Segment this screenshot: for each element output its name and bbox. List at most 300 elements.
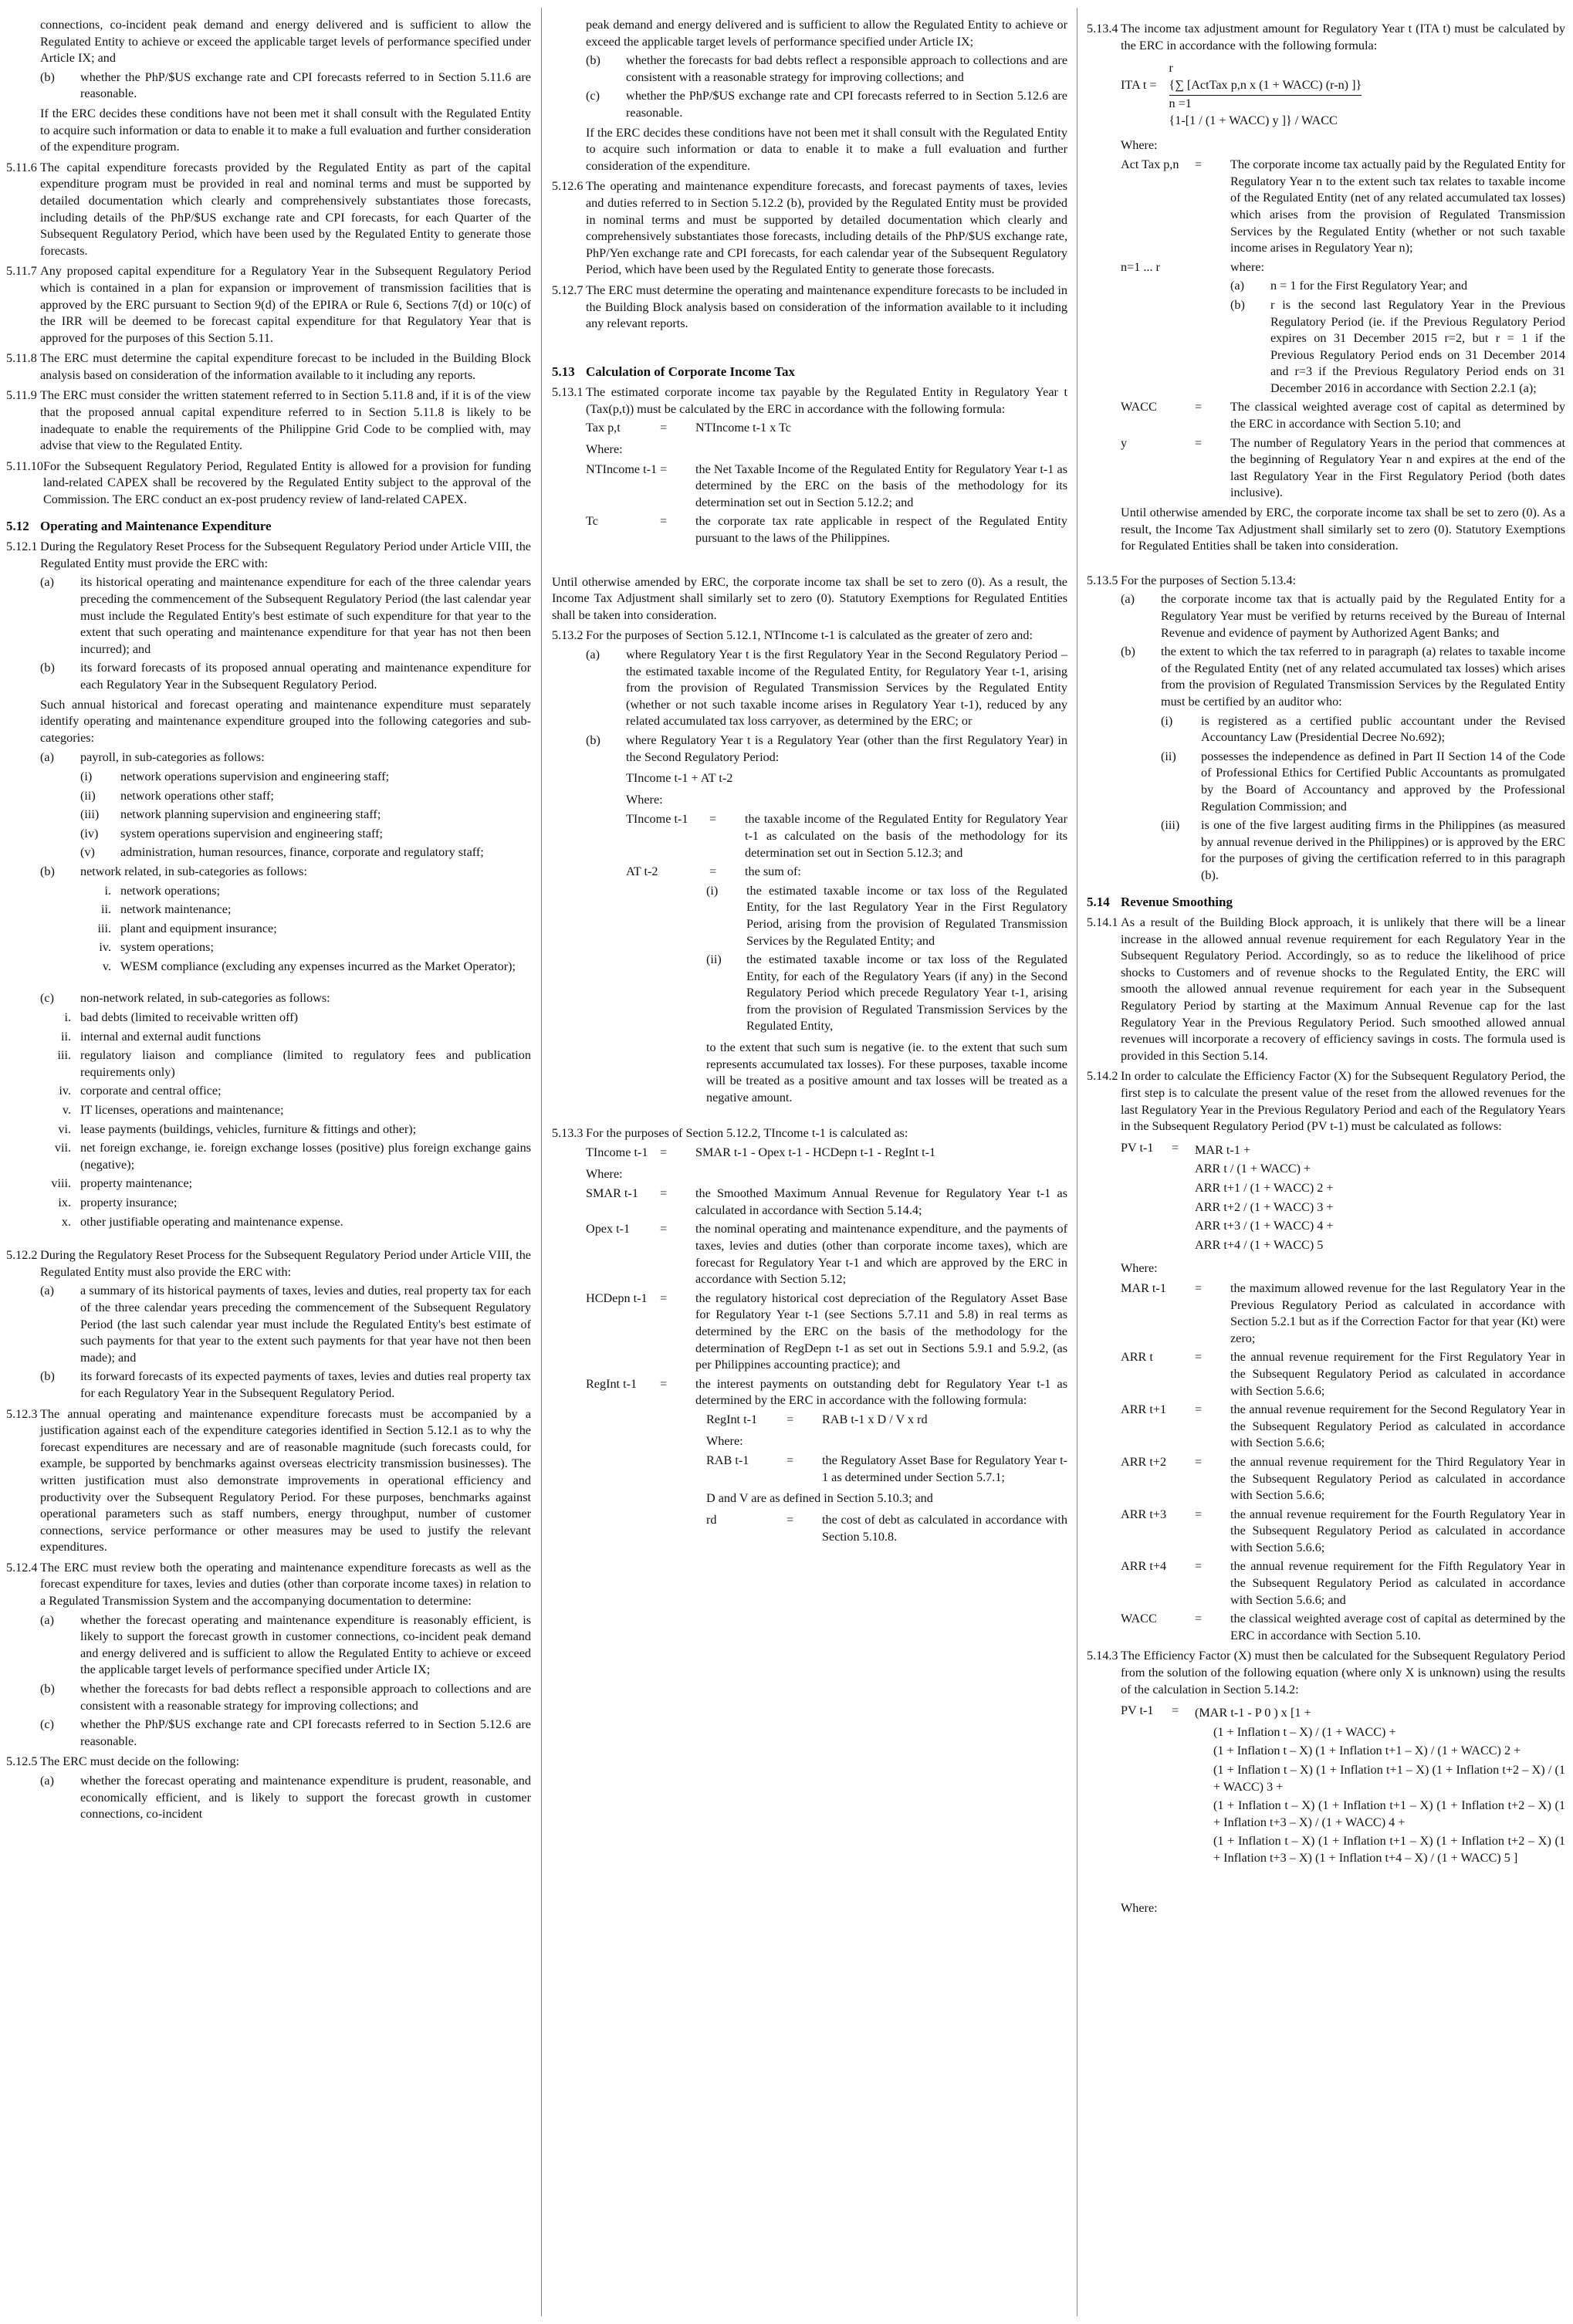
sub-list-item (6, 1195, 531, 1212)
section-title: Revenue Smoothing (1121, 894, 1233, 909)
definition-term: ARR t+4 (1121, 1559, 1167, 1574)
formula-lhs: PV t-1 (1121, 1140, 1154, 1155)
formula-line: ARR t+2 / (1 + WACC) 3 + (1195, 1199, 1334, 1214)
clause-number: 5.11.10 (6, 458, 43, 473)
clause (6, 458, 531, 509)
formula-line: (1 + Inflation t – X) (1 + Inflation t+1 – X) (1 + Inflation t+2 – X) (1 + Inflation t+3 – X) (1 + Inflation t+4 – X) / (1 + WACC) 5 ] (1213, 1834, 1565, 1865)
spacer (552, 333, 1067, 354)
definition (552, 864, 1067, 881)
definition-term: MAR t-1 (1121, 1280, 1166, 1295)
list-item (6, 1773, 531, 1823)
item-text: n = 1 for the First Regulatory Year; and (1270, 279, 1468, 293)
clause (6, 1406, 531, 1556)
item-label: (a) (40, 750, 54, 765)
sub-list-item (6, 1140, 531, 1173)
equals-sign: = (660, 1145, 668, 1160)
definition-text: RAB t-1 x D / V x rd (822, 1412, 928, 1426)
item-text: where Regulatory Year t is a Regulatory Year (other than the first Regulatory Year) in the Second Regulatory Period: (626, 732, 1067, 764)
definition-text: the regulatory historical cost depreciation of the Regulatory Asset Base for Regulatory Year t-1 (see Sections 5.7.11 and 5.8) in real terms as determined by the ERC on the basis of the methodology for the determination of RegDepn t-1 as set out in Sections 5.9.1 and 5.9.2, (as per Philippines accounting practice); and (695, 1291, 1067, 1372)
equals-sign: = (660, 1376, 668, 1391)
definition (552, 1512, 1067, 1545)
item-text: network operations; (120, 883, 221, 898)
pv-formula (1121, 1140, 1565, 1257)
list-item (552, 88, 1067, 121)
clause (552, 178, 1067, 279)
clause (6, 350, 531, 384)
list-item (552, 732, 1067, 766)
list-item (1087, 644, 1565, 710)
equals-sign: = (786, 1512, 794, 1527)
sub-list-item (6, 1121, 531, 1138)
clause (552, 282, 1067, 333)
definition (1087, 435, 1565, 502)
definition-term: n=1 ... r (1121, 259, 1160, 274)
equals-sign: = (660, 514, 668, 529)
definition (1087, 1611, 1565, 1644)
clause-number: 5.11.8 (6, 351, 37, 366)
where-label: Where: (626, 792, 663, 807)
list-item (6, 749, 531, 766)
definition-text: where: (1230, 259, 1265, 274)
list-item (552, 647, 1067, 730)
equals-sign (1195, 259, 1230, 276)
clause (6, 1560, 531, 1610)
list-item (6, 990, 531, 1007)
definition (552, 1291, 1067, 1374)
definition-text: SMAR t-1 - Opex t-1 - HCDepn t-1 - RegInt t-1 (695, 1145, 936, 1160)
item-text: corporate and central office; (80, 1084, 222, 1098)
clause-text: The ERC must decide on the following: (40, 1754, 240, 1769)
sub-list-item (552, 883, 1067, 949)
definition (552, 462, 1067, 512)
spacer (1087, 558, 1565, 569)
definition-text: The number of Regulatory Years in the period that commences at the beginning of Regulatory Year n and expires at the end of the last Regulatory Year in the First Regulatory Period (both dates inclusive). (1230, 435, 1565, 500)
clause-number: 5.12.4 (6, 1560, 38, 1575)
definition-term: NTIncome t-1 (586, 462, 658, 476)
formula: TIncome t-1 + AT t-2 (626, 771, 733, 786)
list-item (1087, 591, 1565, 641)
formula-line: ARR t+1 / (1 + WACC) 2 + (1195, 1181, 1334, 1195)
clause (6, 539, 531, 572)
spacer (552, 1111, 1067, 1121)
formula-line: (1 + Inflation t – X) (1 + Inflation t+1 – X) (1 + Inflation t+2 – X) (1 + Inflation t+3 – X) / (1 + WACC) 4 + (1213, 1798, 1565, 1829)
clause (1087, 573, 1565, 590)
item-text: property maintenance; (80, 1176, 193, 1191)
item-label: (b) (40, 864, 55, 878)
item-text: is one of the five largest auditing firms in the Philippines (as measured by annual revenue derived in the Philippines) or is approved by the ERC for the purposes of giving the certification referred to in this paragraph (b). (1201, 818, 1565, 882)
item-text: the estimated taxable income or tax loss of the Regulated Entity, for each of the Regulatory Years (if any) in the Second Regulatory Period which precede Regulatory Year t-1, arising from the provision of Regulated Transmission Services by the Regulated Entity, (746, 952, 1067, 1033)
list-item (6, 660, 531, 693)
formula-lhs: PV t-1 (1121, 1703, 1154, 1718)
formula-line: (1 + Inflation t – X) (1 + Inflation t+1 – X) / (1 + WACC) 2 + (1213, 1744, 1521, 1758)
item-label: (b) (1230, 297, 1245, 312)
section-heading (6, 518, 531, 535)
clause (1087, 1648, 1565, 1698)
item-text: whether the forecasts for bad debts reflect a responsible approach to collections and are consistent with a reasonable strategy for improving collections; and (626, 53, 1067, 84)
clause-text: For the purposes of Section 5.12.2, TIncome t-1 is calculated as: (586, 1126, 908, 1141)
formula-line: ARR t / (1 + WACC) + (1195, 1162, 1311, 1176)
item-text: whether the forecasts for bad debts reflect a responsible approach to collections and are consistent with a reasonable strategy for improving collections; and (80, 1682, 531, 1713)
item-label: iii. (57, 1048, 71, 1063)
item-label: (a) (40, 575, 54, 590)
clause (6, 1247, 531, 1280)
definition-term: y (1121, 435, 1128, 450)
item-text: where Regulatory Year t is the first Regulatory Year in the Second Regulatory Period – the estimated taxable income of the Regulated Entity, for Regulatory Year t-1, arising from the provision of Regulated Transmission Services by the Regulated Entity (whether or not such taxable income arises in Regulatory Year t-1), reduced by any related accumulated tax loss carryover, as determined by the ERC; or (626, 648, 1067, 729)
definition (552, 1186, 1067, 1219)
definition-term: Tc (586, 514, 598, 529)
clause-text: The ERC must determine the capital expenditure forecast to be included in the Building Block analysis based on consideration of the information available to it including any reports. (40, 351, 531, 382)
item-label: i. (104, 883, 111, 898)
clause-text: During the Regulatory Reset Process for the Subsequent Regulatory Period under Article VIII, the Regulated Entity must provide the ERC with: (40, 540, 531, 570)
sub-list-item (6, 1010, 531, 1027)
sub-list-item (6, 1214, 531, 1231)
item-text: the corporate income tax that is actually paid by the Regulated Entity for a Regulatory Year must be verified by returns received by the Bureau of Internal Revenue and evidence of payment by Authorized Agent Banks; and (1161, 592, 1565, 640)
equals-sign: = (660, 1186, 668, 1201)
item-label: (i) (1161, 713, 1173, 728)
clause-text: The ERC must review both the operating and maintenance expenditure forecasts as well as the forecast expenditure for taxes, levies and duties (other than corporate income taxes) in relation to a Regulated Transmission System and the accompanying documentation to determine: (40, 1560, 531, 1609)
item-label: (a) (40, 1284, 54, 1298)
item-label: ii. (60, 1029, 71, 1044)
equals-sign: = (709, 812, 717, 827)
numerator: {∑ [ActTax p,n x (1 + WACC) (r-n) ]} (1169, 77, 1362, 96)
item-text: network maintenance; (120, 902, 232, 917)
pv-formula (1121, 1703, 1565, 1869)
section-number: 5.13 (552, 364, 575, 379)
clause-text: For the purposes of Section 5.12.1, NTIncome t-1 is calculated as the greater of zero and: (586, 628, 1033, 643)
equals-sign: = (1195, 1559, 1203, 1574)
item-label: i. (64, 1010, 71, 1025)
clause-number: 5.12.5 (6, 1754, 38, 1769)
item-text: bad debts (limited to receivable written off) (80, 1010, 298, 1025)
paragraph: to the extent that such sum is negative (ie. to the extent that such sum represents accumulated tax losses). For these purposes, taxable income will be treated as a positive amount and tax losses will be treated as a negative amount. (706, 1040, 1067, 1104)
item-text: system operations; (120, 940, 214, 955)
clause-number: 5.14.1 (1087, 915, 1118, 930)
clause-number: 5.12.7 (552, 282, 584, 297)
clause-text: The income tax adjustment amount for Regulatory Year t (ITA t) must be calculated by the ERC in accordance with the following formula: (1121, 22, 1565, 52)
item-label: (b) (586, 53, 600, 68)
list-item (6, 1681, 531, 1714)
item-label: v. (62, 1103, 71, 1118)
definition (1087, 1402, 1565, 1452)
clause-number: 5.11.7 (6, 264, 37, 279)
column-middle (552, 17, 1067, 2318)
clause-text: In order to calculate the Efficiency Factor (X) for the Subsequent Regulatory Period, the first step is to calculate the present value of the reset from the allowed revenues for the last Regulatory Year in the Previous Regulatory Period and each of the Regulatory Years in the Subsequent Regulatory Period (PV t-1) must be calculated as follows: (1121, 1069, 1565, 1134)
equals-sign: = (660, 462, 668, 476)
item-label: iii. (97, 921, 111, 935)
item-text: payroll, in sub-categories as follows: (80, 750, 265, 765)
section-heading (552, 364, 1067, 381)
item-label: (ii) (706, 952, 722, 967)
clause-text: The ERC must consider the written statement referred to in Section 5.11.8 and, if it is of the view that the proposed annual capital expenditure referred to in Section 5.11.8 is likely to be inadequate to enable the requirements of the Philippine Grid Code to be complied with, may advise that view to the Regulated Entity. (40, 388, 531, 453)
definition-term: WACC (1121, 1612, 1157, 1626)
definition-text: the annual revenue requirement for the First Regulatory Year in the Subsequent Regulatory Period as calculated in accordance with Section 5.6.6; (1230, 1350, 1565, 1398)
formula-line: ARR t+4 / (1 + WACC) 5 (1195, 1237, 1324, 1252)
item-label: (i) (80, 769, 93, 783)
item-label: (ii) (80, 788, 96, 803)
clause-number: 5.14.3 (1087, 1649, 1118, 1663)
paragraph: D and V are as defined in Section 5.10.3; and (706, 1491, 933, 1506)
spacer (6, 1233, 531, 1243)
clause-number: 5.11.9 (6, 388, 37, 403)
item-label: (b) (586, 732, 600, 747)
item-label: x. (61, 1214, 71, 1229)
definition-text: the cost of debt as calculated in accordance with Section 5.10.8. (822, 1512, 1067, 1544)
clause (552, 628, 1067, 644)
where-label: Where: (706, 1433, 743, 1448)
clause-text: The annual operating and maintenance expenditure forecasts must be accompanied by a justification against each of the expenditure categories identified in Section 5.12.1 as to why the forecast expenditures are necessary and are of reasonable magnitude (such forecasts could, for example, be supported by benchmarks against overseas electricity transmission businesses). The written justification must also demonstrate improvements in operational efficiency and productivity over the Subsequent Regulatory Period. For these purposes, benchmarks against operational parameters such as staff numbers, energy throughput, number of customer connections, service performance or other measures may be used to justify the relevant expenditures. (40, 1406, 531, 1554)
item-label: (a) (586, 648, 600, 661)
definition-text: the sum of: (745, 864, 801, 879)
definition (1087, 1280, 1565, 1347)
paragraph-continuation: connections, co-incident peak demand and energy delivered and is sufficient to allow the Regulated Entity to achieve or exceed the applicable target levels of performance specified under Article IX; and (40, 18, 531, 66)
formula-lines (1195, 1140, 1565, 1257)
clause-number: 5.11.6 (6, 160, 37, 174)
equals-sign: = (1195, 1280, 1203, 1295)
ita-formula (1121, 60, 1565, 129)
sub-list-item (1087, 749, 1565, 815)
definition-text: The classical weighted average cost of capital as determined by the ERC in accordance with Section 5.10; and (1230, 400, 1565, 431)
definition-text: the taxable income of the Regulated Entity for Regulatory Year t-1 as calculated on the basis of the methodology for its determination set out in Section 5.12.3; and (745, 812, 1067, 860)
definition (552, 1145, 1067, 1162)
item-text: administration, human resources, finance, corporate and regulatory staff; (120, 845, 484, 860)
item-label: (c) (40, 1717, 54, 1732)
definition-term: Tax p,t (586, 421, 621, 435)
sub-list-item (1087, 817, 1565, 884)
item-label: ix. (58, 1196, 71, 1209)
where-label: Where: (586, 1166, 623, 1181)
section-number: 5.12 (6, 518, 29, 533)
item-text: network related, in sub-categories as follows: (80, 864, 307, 878)
clause-number: 5.13.3 (552, 1126, 584, 1141)
fraction (1169, 60, 1362, 129)
item-text: regulatory liaison and compliance (limited to regulatory fees and publication requirements only) (80, 1048, 531, 1079)
item-label: v. (102, 959, 111, 973)
equals-sign: = (1195, 157, 1203, 172)
sub-list-item (1087, 278, 1565, 295)
item-label: viii. (51, 1176, 71, 1191)
item-text: lease payments (buildings, vehicles, furniture & fittings and other); (80, 1121, 417, 1136)
equals-sign: = (660, 1291, 668, 1305)
definition-text: NTIncome t-1 x Tc (695, 421, 791, 435)
definition-term: ARR t+2 (1121, 1454, 1167, 1469)
equals-sign: = (1195, 1612, 1203, 1626)
definition-term: ARR t (1121, 1350, 1153, 1365)
clause (6, 387, 531, 454)
paragraph: Until otherwise amended by ERC, the corporate income tax shall be set to zero (0). As a result, the Income Tax Adjustment shall similarly set to zero (0). Statutory Exemptions for Regulated Entities shall be taken into consideration. (552, 574, 1067, 622)
item-label: (iv) (80, 826, 99, 841)
clause (552, 1125, 1067, 1142)
sub-list-item (6, 939, 531, 956)
definition (1087, 1558, 1565, 1609)
equals-sign: = (1195, 1350, 1203, 1365)
item-text: whether the PhP/$US exchange rate and CPI forecasts referred to in Section 5.12.6 are reasonable. (626, 89, 1067, 120)
formula-line: ARR t+3 / (1 + WACC) 4 + (1195, 1219, 1334, 1233)
definition-term: TIncome t-1 (626, 812, 688, 827)
definition-term: rd (706, 1512, 717, 1527)
clause (552, 384, 1067, 418)
definition-term: Opex t-1 (586, 1222, 631, 1236)
spacer (552, 550, 1067, 571)
paragraph-continuation: peak demand and energy delivered and is sufficient to allow the Regulated Entity to achieve or exceed the applicable target levels of performance specified under Article IX; (586, 18, 1067, 49)
sub-list-item (6, 788, 531, 805)
where-label: Where: (586, 442, 623, 457)
definition-text: the corporate tax rate applicable in respect of the Regulated Entity pursuant to the laws of the Philippines. (695, 514, 1067, 546)
section-title: Operating and Maintenance Expenditure (40, 518, 272, 533)
definition-text: the annual revenue requirement for the Fifth Regulatory Year in the Subsequent Regulatory Period as calculated in accordance with Section 5.6.6; and (1230, 1559, 1565, 1607)
clause-text: The Efficiency Factor (X) must then be calculated for the Subsequent Regulatory Period from the solution of the following equation (where only X is unknown) using the results of the calculation in Section 5.14.2: (1121, 1649, 1565, 1696)
definition-text: the annual revenue requirement for the Second Regulatory Year in the Subsequent Regulatory Period as calculated in accordance with Section 5.6.6; (1230, 1402, 1565, 1450)
sum-lower-limit: n =1 (1169, 96, 1192, 111)
clause-text: For the Subsequent Regulatory Period, Regulated Entity is allowed for a provision for funding land-related CAPEX shall be recovered by the Regulated Entity subject to the approval of the Commission. The ERC conduct an ex-post prudency review of land-related CAPEX. (42, 458, 531, 507)
equals-sign: = (1172, 1140, 1179, 1155)
sub-list-item (6, 1047, 531, 1081)
where-label: Where: (1121, 1261, 1158, 1276)
spacer (6, 977, 531, 988)
item-text: whether the forecast operating and maintenance expenditure is prudent, reasonable, and economically efficient, and is likely to support the forecast growth in customer connections, co-incident (80, 1774, 531, 1822)
sub-list-item (6, 883, 531, 900)
where-label: Where: (1121, 1900, 1158, 1915)
column-left (6, 17, 531, 2318)
sub-list-item (1087, 713, 1565, 746)
clause (1087, 1068, 1565, 1135)
sub-list-item (6, 769, 531, 786)
item-label: ii. (100, 902, 111, 917)
list-item (6, 1283, 531, 1366)
paragraph: Until otherwise amended by ERC, the corporate income tax shall be set to zero (0). As a result, the Income Tax Adjustment shall similarly set to zero (0). Statutory Exemptions for Regulated Entities shall be taken into consideration. (1121, 506, 1565, 553)
item-text: WESM compliance (excluding any expenses incurred as the Market Operator); (120, 959, 516, 973)
sub-list-item (6, 902, 531, 918)
definition-term: TIncome t-1 (586, 1145, 648, 1160)
equals-sign: = (660, 1222, 668, 1236)
definition-term: HCDepn t-1 (586, 1291, 648, 1305)
clause-text: The ERC must determine the operating and maintenance expenditure forecasts to be included in the Building Block analysis based on consideration of the information available to it including any relevant reports. (586, 282, 1067, 331)
item-text: internal and external audit functions (80, 1029, 261, 1044)
item-text: possesses the independence as defined in Part II Section 14 of the Code of Professional Ethics for Certified Public Accountants as promulgated by the Board of Accountancy and approved by the Professional Regulation Commission; and (1201, 749, 1565, 814)
spacer (1087, 1874, 1565, 1896)
clause-number: 5.13.1 (552, 385, 584, 400)
clause-number: 5.12.6 (552, 179, 584, 194)
definition-text: the Regulatory Asset Base for Regulatory Year t-1 as determined under Section 5.7.1; (822, 1453, 1067, 1484)
sum-upper-limit: r (1169, 61, 1173, 76)
sub-list-item (6, 959, 531, 976)
equals-sign: = (786, 1453, 794, 1468)
sub-list-item (6, 1029, 531, 1046)
item-text: network operations other staff; (120, 788, 274, 803)
item-text: other justifiable operating and maintenance expense. (80, 1214, 343, 1229)
equals-sign: = (1172, 1703, 1179, 1718)
clause (1087, 21, 1565, 54)
item-label: (v) (80, 845, 95, 860)
definition-term: RAB t-1 (706, 1453, 749, 1468)
item-text: the estimated taxable income or tax loss of the Regulated Entity, for the last Regulatory Year in the First Regulatory Period, arising from the provision of Regulated Transmission Services by the Regulated Entity; and (746, 883, 1067, 948)
equals-sign: = (1195, 1402, 1203, 1417)
clause-number: 5.13.4 (1087, 22, 1118, 36)
list-item (6, 1612, 531, 1679)
definition (552, 513, 1067, 546)
clause-number: 5.13.2 (552, 628, 584, 643)
sub-list-item (6, 844, 531, 861)
definition-text: the interest payments on outstanding debt for Regulatory Year t-1 as determined by the ERC in accordance with the following formula: (695, 1376, 1067, 1408)
formula-line: MAR t-1 + (1195, 1142, 1251, 1157)
item-label: (c) (40, 991, 54, 1006)
item-label: (a) (1121, 592, 1135, 607)
item-text: whether the PhP/$US exchange rate and CPI forecasts referred to in Section 5.12.6 are reasonable. (80, 1717, 531, 1748)
item-text: whether the forecast operating and maintenance expenditure is reasonably efficient, is likely to support the forecast growth in customer connections, co-incident peak demand and energy delivered and is sufficient to allow the Regulated Entity to achieve or exceed the applicable target levels of performance specified under Article IX; (80, 1612, 531, 1677)
definition (1087, 1507, 1565, 1557)
item-label: (b) (40, 661, 55, 675)
item-label: (iii) (80, 807, 100, 822)
item-text: a summary of its historical payments of taxes, levies and duties, real property tax for each of the three calendar years preceding the commencement of the Subsequent Regulatory Period (the last such calendar year must include the Regulated Entity's best estimate of such payments for that year to the extent such payments for that year have not then been made); and (80, 1284, 531, 1365)
definition-text: the nominal operating and maintenance expenditure, and the payments of taxes, levies and duties (other than corporate income taxes), which are forecast for Regulatory Year t-1 and which are approved by the ERC in accordance with Section 5.12; (695, 1222, 1067, 1287)
definition-text: The corporate income tax actually paid by the Regulated Entity for Regulatory Year n to the extent such tax relates to taxable income of the Regulated Entity (net of any related accumulated tax losses) which arises from the provision of Regulated Transmission Services by the Regulated Entity (whether or not such taxable income arises in Regulatory Year n); (1230, 157, 1565, 255)
equals-sign: = (709, 864, 717, 879)
list-item (6, 1717, 531, 1750)
list-item (6, 574, 531, 658)
item-text: net foreign exchange, ie. foreign exchange losses (positive) plus foreign exchange gains (negative); (80, 1141, 531, 1172)
clause (6, 1754, 531, 1771)
denominator: {1-[1 / (1 + WACC) y ]} / WACC (1169, 113, 1338, 127)
item-label: (ii) (1161, 749, 1176, 763)
equals-sign: = (1195, 435, 1203, 450)
definition-text: the annual revenue requirement for the Fourth Regulatory Year in the Subsequent Regulatory Period as calculated in accordance with Section 5.6.6; (1230, 1507, 1565, 1554)
clause-number: 5.14.2 (1087, 1069, 1118, 1084)
section-heading (1087, 894, 1565, 911)
item-label: (a) (40, 1774, 54, 1788)
definition (1087, 1349, 1565, 1399)
item-label: (b) (40, 1369, 55, 1384)
column-divider (541, 8, 542, 2316)
item-label: (a) (40, 1612, 54, 1627)
list-item (6, 69, 531, 103)
definition (552, 1376, 1067, 1409)
clause-number: 5.13.5 (1087, 573, 1118, 587)
clause-text: The operating and maintenance expenditure forecasts, and forecast payments of taxes, levies and duties referred to in Section 5.12.2 (b), provided by the Regulated Entity must be provided in nominal terms and must be supported by detailed documentation which clearly and comprehensively substantiates those forecasts, including details of the PhP/$US exchange rate, PhP/Yen exchange rate and CPI forecasts, for each calendar year of the Subsequent Regulatory Period, which have been used by the Regulated Entity to generate those forecasts. (586, 179, 1067, 277)
clause (6, 160, 531, 260)
list-item (552, 52, 1067, 86)
section-title: Calculation of Corporate Income Tax (586, 364, 796, 379)
formula-lines (1195, 1703, 1565, 1869)
paragraph: If the ERC decides these conditions have not been met it shall consult with the Regulated Entity to acquire such information or data to enable it to make a full evaluation and further consideration of the expenditure. (586, 125, 1067, 173)
item-text: non-network related, in sub-categories as follows: (80, 991, 330, 1006)
equals-sign: = (786, 1412, 794, 1426)
clause-text: The capital expenditure forecasts provided by the Regulated Entity as part of the capital expenditure program must be provided in real and nominal terms and must be supported by detailed documentation which clearly and comprehensively substantiates those forecasts, including details of the PhP/$US exchange rate and CPI forecasts, for each Quarter of the Subsequent Regulatory Period, which have been used by the Regulated Entity to generate those forecasts. (40, 160, 531, 258)
item-text: its historical operating and maintenance expenditure for each of the three calendar years preceding the commencement of the Subsequent Regulatory Period (the last calendar year must include the Regulated Entity's best estimate of such expenditure for that year to the extent that such operating and maintenance expenditure for that year has not then been incurred); and (80, 575, 531, 656)
clause (6, 263, 531, 347)
clause-number: 5.12.1 (6, 540, 38, 554)
sub-list-item (6, 1176, 531, 1192)
definition (552, 1453, 1067, 1486)
definition-term: ARR t+1 (1121, 1402, 1167, 1417)
item-text: is registered as a certified public accountant under the Revised Accountancy Law (Presidential Decree No.692); (1201, 713, 1565, 745)
section-number: 5.14 (1087, 894, 1110, 909)
sub-list-item (6, 921, 531, 938)
item-label: (c) (586, 89, 600, 103)
definition (1087, 1454, 1565, 1504)
definition-term: WACC (1121, 400, 1157, 414)
where-label: Where: (1121, 137, 1158, 152)
item-label: iv. (99, 940, 111, 955)
definition (552, 1412, 1067, 1429)
sub-list-item (6, 807, 531, 824)
clause (1087, 915, 1565, 1064)
clause-text: During the Regulatory Reset Process for the Subsequent Regulatory Period under Article VIII, the Regulated Entity must also provide the ERC with: (40, 1248, 531, 1279)
equals-sign: = (660, 421, 668, 435)
definition (1087, 259, 1565, 276)
item-text: whether the PhP/$US exchange rate and CPI forecasts referred to in Section 5.11.6 are reasonable. (80, 69, 531, 101)
definition-term: RegInt t-1 (586, 1376, 638, 1391)
definition (552, 1221, 1067, 1287)
clause-text: As a result of the Building Block approach, it is unlikely that there will be a linear increase in the allowed annual revenue requirement for each Regulatory Year in the Subsequent Regulatory Period. Accordingly, so as to reduce the likelihood of price shocks to Customers and of revenue shocks to the Regulated Entity, the ERC will smooth the allowed annual revenue requirement for each year in the Subsequent Regulatory Period by starting at the Maximum Annual Revenue cap for the last Regulatory Year in the Previous Regulatory Period. Such smoothed allowed annual revenues will incorporate a recovery of efficiency savings in costs. The formula used is provided in this Section 5.14. (1121, 915, 1565, 1063)
